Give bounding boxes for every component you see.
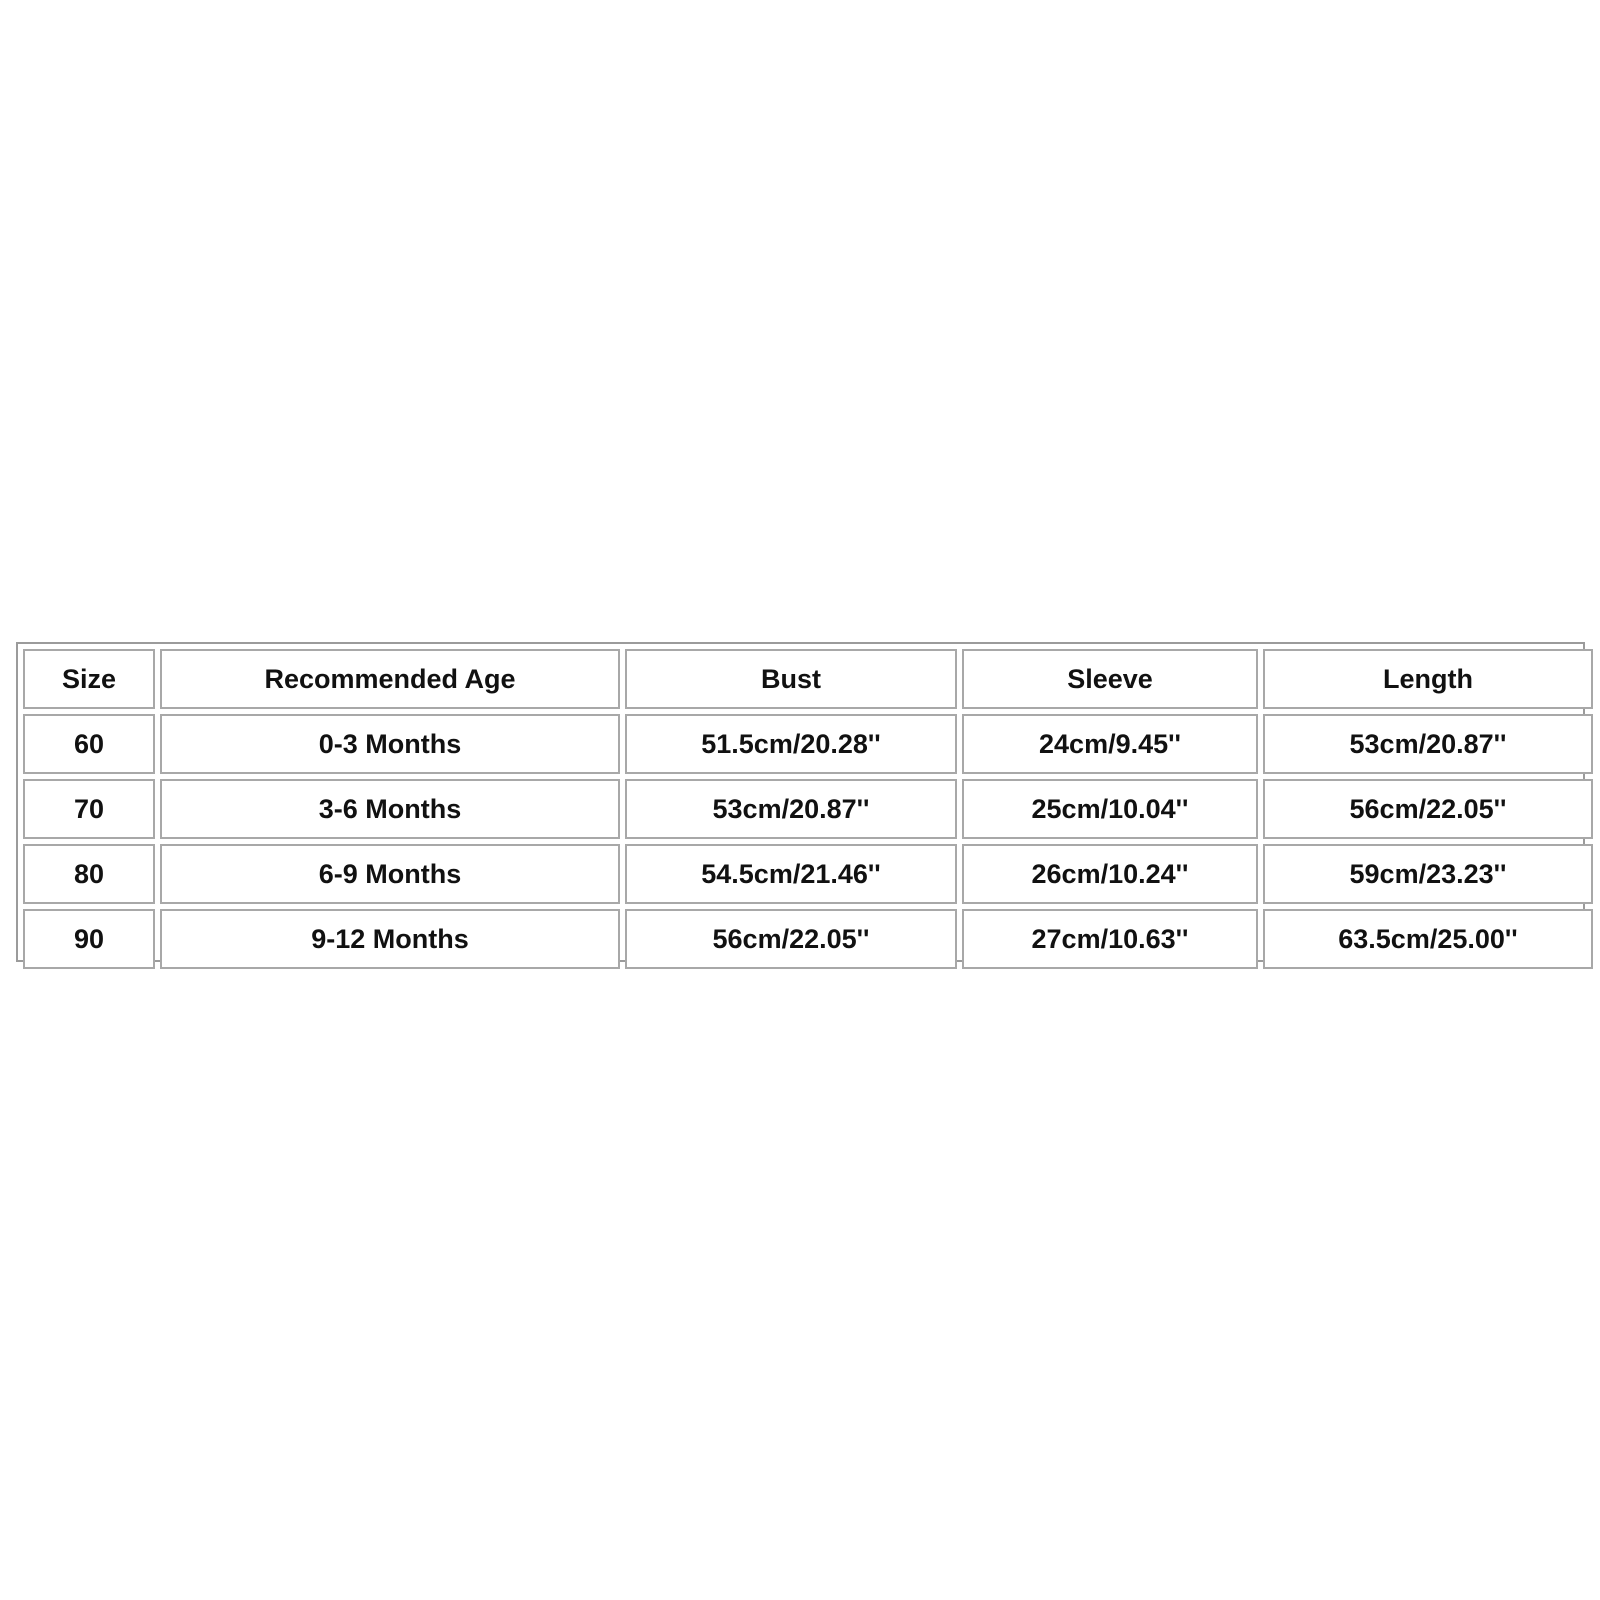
cell-bust: 53cm/20.87'' (625, 779, 957, 839)
size-chart (16, 642, 1585, 962)
header-row (23, 649, 1593, 709)
header-sleeve: Sleeve (962, 649, 1258, 709)
header-length: Length (1263, 649, 1593, 709)
cell-length: 53cm/20.87'' (1263, 714, 1593, 774)
cell-size: 60 (23, 714, 155, 774)
cell-recommended-age: 6-9 Months (160, 844, 620, 904)
cell-size: 90 (23, 909, 155, 969)
cell-length: 59cm/23.23'' (1263, 844, 1593, 904)
cell-sleeve: 26cm/10.24'' (962, 844, 1258, 904)
cell-size: 80 (23, 844, 155, 904)
cell-sleeve: 25cm/10.04'' (962, 779, 1258, 839)
header-recommended-age: Recommended Age (160, 649, 620, 709)
cell-size: 70 (23, 779, 155, 839)
table-row (23, 714, 1593, 774)
table-row (23, 909, 1593, 969)
cell-bust: 56cm/22.05'' (625, 909, 957, 969)
cell-length: 63.5cm/25.00'' (1263, 909, 1593, 969)
cell-length: 56cm/22.05'' (1263, 779, 1593, 839)
cell-recommended-age: 9-12 Months (160, 909, 620, 969)
header-size: Size (23, 649, 155, 709)
size-table (18, 644, 1598, 974)
table-row (23, 779, 1593, 839)
cell-bust: 54.5cm/21.46'' (625, 844, 957, 904)
cell-recommended-age: 3-6 Months (160, 779, 620, 839)
cell-bust: 51.5cm/20.28'' (625, 714, 957, 774)
table-row (23, 844, 1593, 904)
cell-sleeve: 27cm/10.63'' (962, 909, 1258, 969)
header-bust: Bust (625, 649, 957, 709)
cell-recommended-age: 0-3 Months (160, 714, 620, 774)
cell-sleeve: 24cm/9.45'' (962, 714, 1258, 774)
